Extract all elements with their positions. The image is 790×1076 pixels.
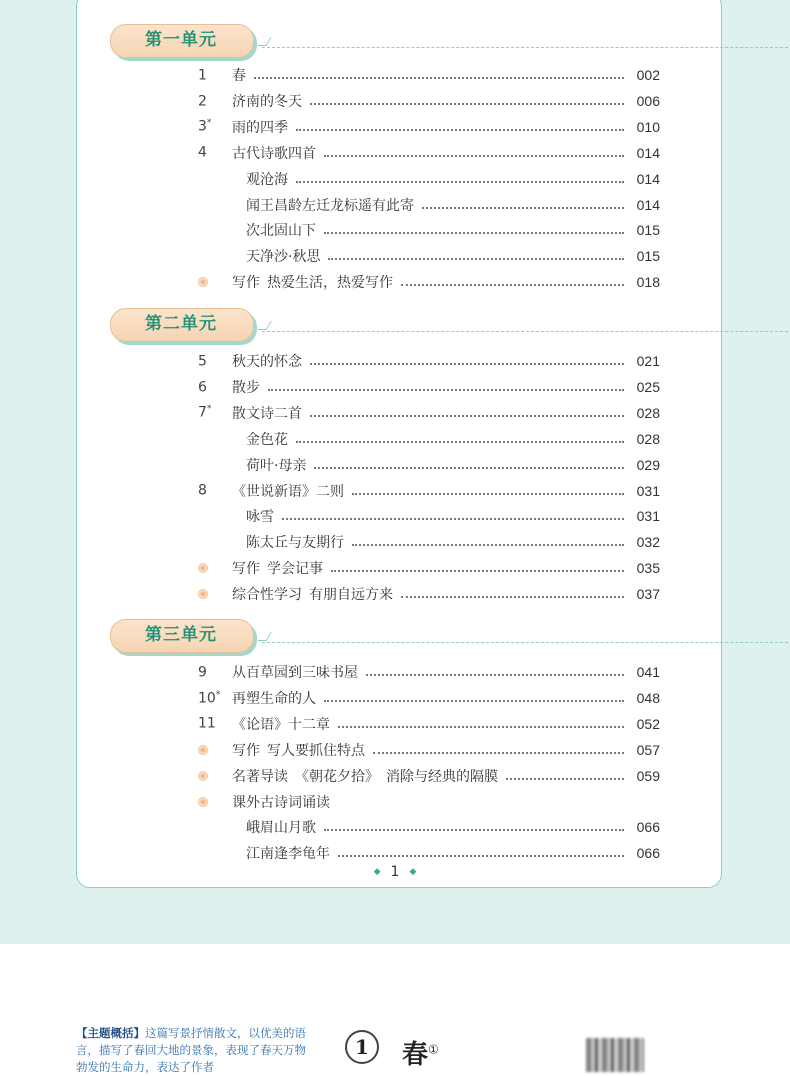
- toc-activity[interactable]: [198, 739, 660, 761]
- page-ref: 048: [636, 689, 660, 706]
- unit-divider: [262, 642, 790, 643]
- leader-dots: [422, 207, 624, 209]
- leader-dots: [310, 415, 624, 417]
- leader-dots: [324, 155, 624, 157]
- entry-title: 江南逢李龟年: [246, 846, 330, 863]
- toc-activity[interactable]: [198, 791, 660, 813]
- leader-dots: [310, 363, 624, 365]
- page-ref: 028: [636, 430, 660, 447]
- entry-title: 写作: [232, 561, 260, 578]
- entry-subtitle: 有朋自远方来: [309, 587, 393, 604]
- summary-label: 【主题概括】: [76, 1026, 145, 1040]
- entry-title: 散文诗二首: [232, 405, 302, 422]
- entry-title: 荷叶·母亲: [246, 457, 307, 474]
- unit-title: 第一单元: [145, 30, 217, 50]
- bullet-icon: [198, 277, 208, 287]
- page-number: ◆ 1 ◆: [373, 864, 417, 880]
- toc-subentry[interactable]: [246, 842, 660, 864]
- toc-lesson[interactable]: [198, 376, 660, 398]
- entry-title: 从百草园到三味书屋: [232, 665, 358, 681]
- diamond-icon: ◆: [409, 867, 417, 877]
- toc-subentry[interactable]: [246, 245, 660, 267]
- leader-dots: [373, 752, 624, 754]
- entry-title: 济南的冬天: [232, 93, 302, 110]
- leader-dots: [268, 389, 624, 391]
- leader-dots: [366, 674, 624, 676]
- leader-dots: [314, 467, 624, 469]
- diamond-icon: ◆: [373, 867, 381, 877]
- entry-title: 峨眉山月歌: [246, 820, 316, 837]
- entry-title: 再塑生命的人: [232, 690, 316, 707]
- lesson-number: 7*: [198, 404, 212, 422]
- lesson-number: 10*: [198, 689, 221, 707]
- page-ref: 029: [636, 456, 660, 473]
- page-ref: 066: [636, 819, 660, 836]
- page-ref: 018: [636, 274, 660, 291]
- page-ref: 014: [636, 196, 660, 213]
- toc-lesson[interactable]: [198, 480, 660, 502]
- entry-title: 咏雪: [246, 509, 274, 526]
- toc-activity[interactable]: [198, 271, 660, 293]
- toc-subentry[interactable]: [246, 816, 660, 838]
- toc-subentry[interactable]: [246, 194, 660, 216]
- entry-title: 陈太丘与友期行: [246, 535, 344, 552]
- page-ref: 015: [636, 222, 660, 239]
- lesson-number: 8: [198, 482, 207, 499]
- leader-dots: [296, 441, 624, 443]
- leader-dots: [324, 829, 624, 831]
- entry-title: 名著导读: [232, 768, 288, 785]
- leader-dots: [401, 596, 624, 598]
- toc-lesson[interactable]: [198, 687, 660, 709]
- page-ref: 028: [636, 404, 660, 421]
- entry-subtitle: 热爱生活，热爱写作: [267, 275, 393, 292]
- toc-lesson[interactable]: [198, 402, 660, 424]
- entry-title: 雨的四季: [232, 119, 288, 136]
- leader-dots: [324, 232, 624, 234]
- lesson-number: 2: [198, 93, 207, 110]
- lesson-number: 1: [198, 67, 207, 84]
- toc-lesson[interactable]: [198, 713, 660, 735]
- leader-dots: [506, 778, 624, 780]
- leader-dots: [338, 726, 624, 728]
- page-ref: 037: [636, 586, 660, 603]
- bullet-icon: [198, 797, 208, 807]
- lesson-number-badge: 1: [345, 1030, 379, 1064]
- unit-title: 第三单元: [145, 625, 217, 645]
- entry-title: 综合性学习: [232, 587, 302, 604]
- lesson-title: 春①: [402, 1040, 439, 1070]
- toc-activity[interactable]: [198, 583, 660, 605]
- leader-dots: [338, 855, 624, 857]
- toc-subentry[interactable]: [246, 505, 660, 527]
- page-ref: 006: [636, 92, 660, 109]
- summary-text: 这篇写景抒情散文，以优美的语言，描写了春回大地的景象，表现了春天万物勃发的生命力，表达了作者: [76, 1026, 306, 1074]
- toc-activity[interactable]: [198, 765, 660, 787]
- toc-subentry[interactable]: [246, 454, 660, 476]
- theme-summary: [76, 1025, 306, 1076]
- lesson-number: 3*: [198, 118, 212, 136]
- leader-dots: [254, 77, 624, 79]
- lesson-number: 9: [198, 664, 207, 681]
- page-ref: 015: [636, 248, 660, 265]
- toc-lesson[interactable]: [198, 350, 660, 372]
- leader-dots: [296, 129, 624, 131]
- page-ref: 059: [636, 767, 660, 784]
- toc-lesson[interactable]: [198, 90, 660, 112]
- leader-dots: [328, 258, 624, 260]
- entry-title: 闻王昌龄左迁龙标遥有此寄: [246, 197, 414, 214]
- entry-title: 《论语》十二章: [232, 716, 330, 733]
- bullet-icon: [198, 589, 208, 599]
- page-ref: 031: [636, 482, 660, 499]
- leader-dots: [282, 518, 624, 520]
- unit-title: 第二单元: [145, 314, 217, 334]
- unit-divider: [262, 331, 790, 332]
- entry-subtitle: 《朝花夕拾》 消除与经典的隔膜: [295, 768, 498, 785]
- leader-dots: [310, 103, 624, 105]
- footnote-marker: ①: [428, 1042, 439, 1057]
- toc-subentry[interactable]: [246, 168, 660, 190]
- entry-title: 次北固山下: [246, 223, 316, 240]
- page-ref: 031: [636, 508, 660, 525]
- page-ref: 014: [636, 170, 660, 187]
- toc-lesson[interactable]: [198, 661, 660, 683]
- unit-divider: [262, 47, 790, 48]
- page-ref: 052: [636, 715, 660, 732]
- entry-title: 春: [232, 68, 246, 84]
- page-ref: 032: [636, 534, 660, 551]
- entry-title: 课外古诗词诵读: [232, 794, 330, 811]
- toc-subentry[interactable]: [246, 428, 660, 450]
- leader-dots: [352, 493, 624, 495]
- toc-lesson[interactable]: [198, 142, 660, 164]
- lesson-number: 4: [198, 145, 207, 162]
- bullet-icon: [198, 771, 208, 781]
- page-ref: 010: [636, 118, 660, 135]
- entry-title: 散步: [232, 379, 260, 396]
- bullet-icon: [198, 563, 208, 573]
- page-ref: 025: [636, 378, 660, 395]
- toc-subentry[interactable]: [246, 531, 660, 553]
- leader-dots: [352, 544, 624, 546]
- qr-code-icon[interactable]: [586, 1038, 644, 1072]
- toc-lesson[interactable]: [198, 116, 660, 138]
- page-ref: 057: [636, 741, 660, 758]
- page-ref: 002: [636, 67, 660, 83]
- entry-subtitle: 学会记事: [267, 561, 323, 578]
- toc-subentry[interactable]: [246, 219, 660, 241]
- toc-lesson[interactable]: [198, 64, 660, 86]
- leader-dots: [331, 570, 624, 572]
- page-ref: 041: [636, 664, 660, 680]
- page-ref: 014: [636, 144, 660, 161]
- entry-title: 写作: [232, 275, 260, 292]
- entry-title: 金色花: [246, 431, 288, 448]
- toc-activity[interactable]: [198, 557, 660, 579]
- page-ref: 021: [636, 353, 660, 369]
- entry-title: 观沧海: [246, 171, 288, 188]
- entry-title: 写作: [232, 742, 260, 759]
- bullet-icon: [198, 745, 208, 755]
- lesson-number: 11: [198, 716, 216, 733]
- entry-title: 《世说新语》二则: [232, 483, 344, 500]
- entry-title: 秋天的怀念: [232, 354, 302, 370]
- lesson-number: 5: [198, 353, 207, 370]
- lesson-number: 6: [198, 379, 207, 396]
- page-ref: 066: [636, 845, 660, 862]
- leader-dots: [324, 700, 624, 702]
- page-ref: 035: [636, 560, 660, 577]
- leader-dots: [401, 284, 624, 286]
- entry-title: 古代诗歌四首: [232, 145, 316, 162]
- entry-subtitle: 写人要抓住特点: [267, 742, 365, 759]
- entry-title: 天净沙·秋思: [246, 249, 321, 266]
- leader-dots: [296, 181, 624, 183]
